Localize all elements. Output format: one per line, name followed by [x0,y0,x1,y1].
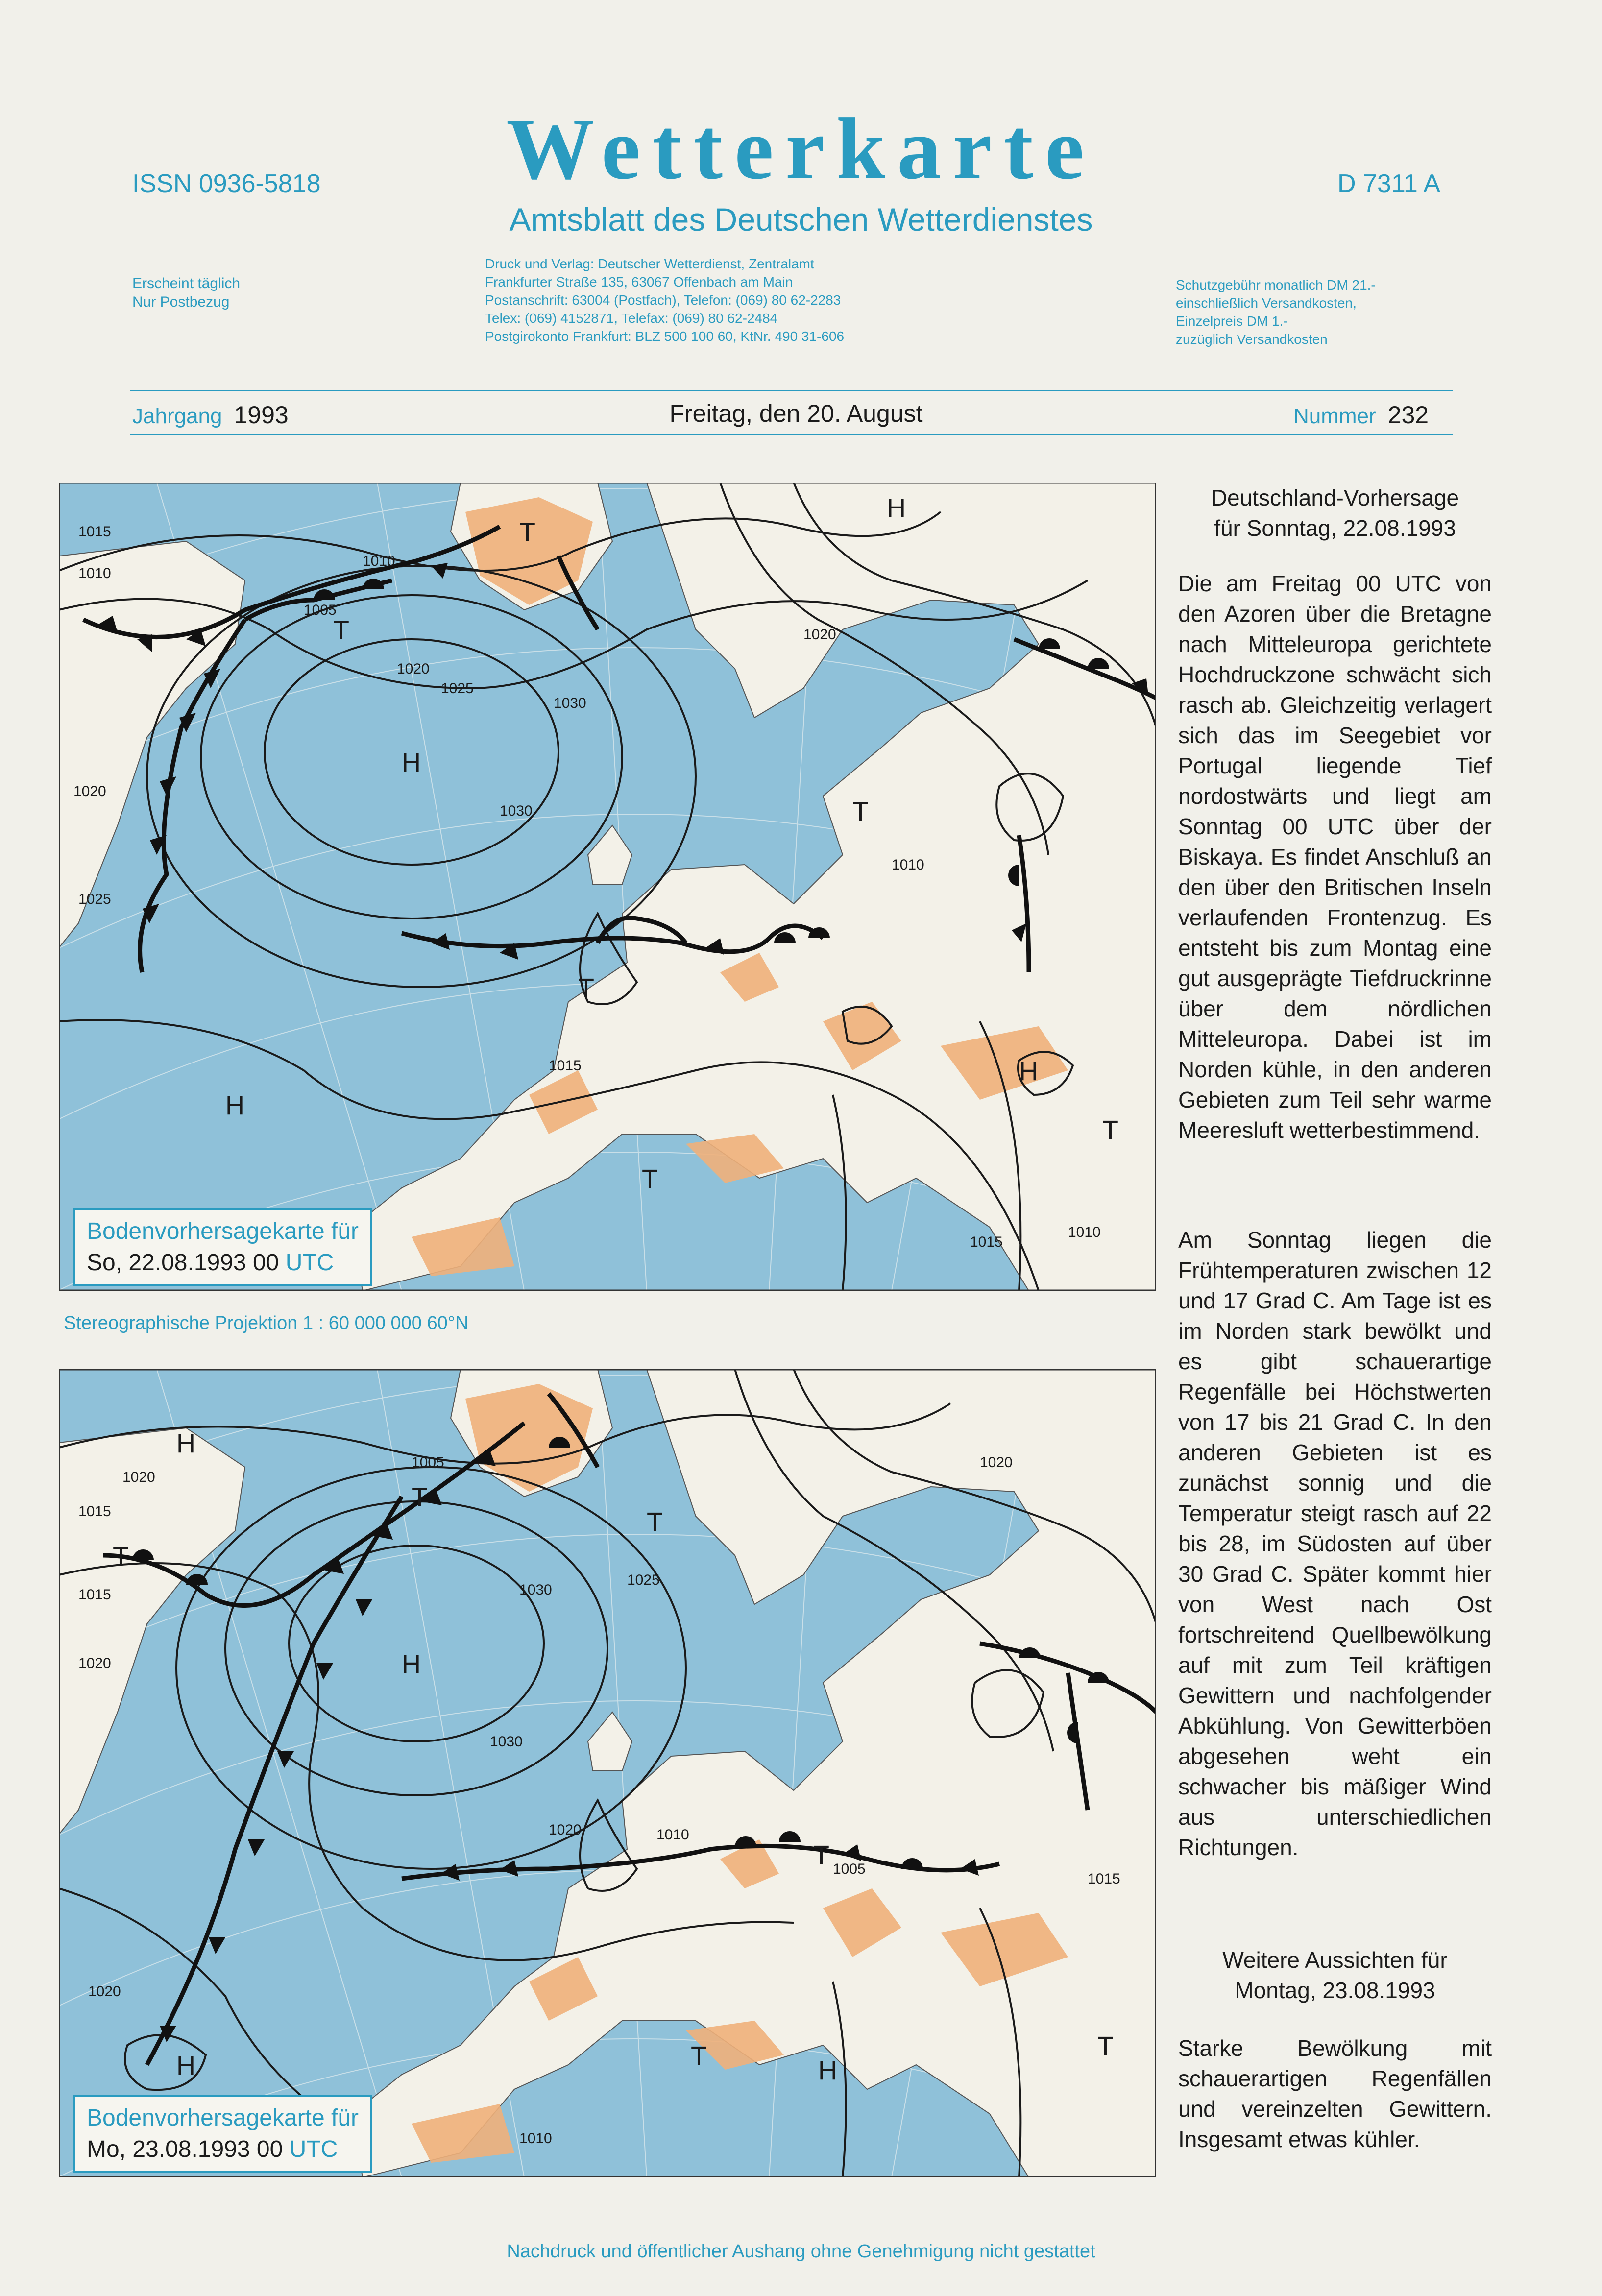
publisher-line: Postanschrift: 63004 (Postfach), Telefon: (069) 80 62-2283 [485,292,841,308]
weather-map-graphic [59,483,1156,1291]
map-caption-utc: UTC [289,2136,338,2162]
low-center: T [1097,2031,1114,2061]
isobar-label: 1020 [397,661,430,677]
low-center: T [852,797,869,826]
outlook-heading-line: Montag, 23.08.1993 [1235,1978,1435,2003]
isobar-label: 1015 [1088,1871,1120,1887]
low-center: T [578,973,594,1003]
high-center: H [176,2051,195,2080]
header-rule-top [130,390,1453,391]
volume-value: 1993 [234,401,289,429]
publication-note [132,274,240,312]
isobar-label: 1005 [412,1454,444,1471]
isobar-label: 1010 [656,1827,689,1843]
publisher-line: Postgirokonto Frankfurt: BLZ 500 100 60, KtNr. 490 31-606 [485,329,845,344]
low-center: T [647,1507,663,1537]
issue-number-label: Nummer [1293,404,1376,428]
publisher-line: Telex: (069) 4152871, Telefax: (069) 80 62-2484 [485,311,778,326]
low-center: T [1102,1115,1118,1145]
isobar-label: 1025 [78,891,111,907]
outlook-paragraph: Starke Bewölkung mit schauerartigen Regenfällen und vereinzelten Gewittern. Insgesamt etwas kühler. [1178,2035,1492,2152]
isobar-label: 1020 [980,1454,1013,1471]
isobar-label: 1015 [549,1058,582,1074]
publisher-line: Druck und Verlag: Deutscher Wetterdienst, Zentralamt [485,256,814,271]
isobar-label: 1020 [78,1655,111,1671]
high-center: H [818,2056,837,2085]
low-center: T [113,1542,129,1571]
isobar-label: 1020 [88,1983,121,2000]
weather-map-graphic [59,1369,1156,2177]
isobar-label: 1020 [73,783,106,799]
map-caption-utc: UTC [285,1250,334,1276]
low-center: T [333,616,349,645]
volume-label: Jahrgang [132,404,222,428]
low-center: T [813,1840,829,1870]
isobar-label: 1010 [363,553,395,569]
copyright-footer: Nachdruck und öffentlicher Aushang ohne Genehmigung nicht gestattet [507,2241,1095,2262]
publication-note-line: Erscheint täglich [132,275,241,291]
issue-number-value: 232 [1387,401,1429,429]
outlook-heading-line: Weitere Aussichten für [1222,1947,1448,1973]
isobar-label: 1025 [627,1572,660,1588]
forecast-heading-line: Deutschland-Vorhersage [1211,485,1459,510]
map-caption [73,1208,372,1286]
isobar-label: 1010 [78,565,111,581]
high-center: H [1019,1057,1038,1086]
issue-date: Freitag, den 20. August [669,400,923,427]
isobar-label: 1010 [1068,1224,1101,1240]
forecast-paragraph: Am Sonntag liegen die Frühtemperaturen zwischen 12 und 17 Grad C. Am Tage ist es im Norden stark bewölkt und es gibt schauerartige Regenfälle bei Höchstwerten von 17 bis 21 Grad C. In den anderen Gebieten ist es zunächst sonnig und die Temperatur steigt rasch auf 22 bis 28, im Südosten auf über 30 Grad C. Später kommt hier von West nach Ost fortschreitend Quellbewölkung auf mit zum Teil kräftigen Gewittern und nachfolgender Abkühlung. Von Gewitterböen abgesehen weht ein schwacher bis mäßiger Wind aus unterschiedlichen Richtungen. [1178,1227,1492,1860]
publisher-line: Frankfurter Straße 135, 63067 Offenbach am Main [485,274,793,290]
isobar-label: 1020 [549,1822,582,1838]
postal-code: D 7311 A [1337,169,1441,198]
publication-note-line: Nur Postbezug [132,294,230,310]
map-caption-title: Bodenvorhersagekarte für [87,2105,359,2131]
isobar-label: 1030 [500,803,533,819]
price-info [1176,276,1376,348]
forecast-paragraph: Die am Freitag 00 UTC von den Azoren über die Bretagne nach Mitteleuropa gerichtete Hochdruckzone schwächt sich rasch ab. Gleichzeitig verlagert sich das im Seegebiet vor Portugal liegende Tief nordostwärts und liegt am Sonntag 00 UTC über der Biskaya. Es findet Anschluß an den über den Britischen Inseln verlaufenden Frontenzug. Es entsteht bis zum Montag eine gut ausgeprägte Tiefdruckrinne über dem nördlichen Mitteleuropa. Dabei ist im Norden kühle, in den anderen Gebieten zum Teil sehr warme Meeresluft wetterbestimmend. [1178,571,1492,1143]
low-center: T [691,2041,707,2071]
low-center: T [642,1164,658,1194]
low-center: T [519,518,535,547]
price-line: zuzüglich Versandkosten [1176,332,1328,347]
projection-note: Stereographische Projektion 1 : 60 000 000 60°N [64,1313,469,1333]
isobar-label: 1030 [554,695,586,711]
isobar-label: 1015 [78,1503,111,1520]
isobar-label: 1020 [122,1469,155,1485]
issue-number [1293,401,1429,429]
high-center: H [887,493,906,523]
forecast-heading [1178,483,1492,543]
price-line: einschließlich Versandkosten, [1176,295,1357,311]
isobar-label: 1015 [970,1234,1003,1250]
high-center: H [402,748,421,777]
issn: ISSN 0936-5818 [132,169,321,198]
low-center: T [412,1483,428,1512]
masthead-subtitle: Amtsblatt des Deutschen Wetterdienstes [509,201,1093,238]
isobar-label: 1025 [441,680,474,697]
isobar-label: 1020 [803,627,836,643]
price-line: Einzelpreis DM 1.- [1176,314,1288,329]
forecast-heading-line: für Sonntag, 22.08.1993 [1214,515,1456,541]
high-center: H [402,1649,421,1679]
map-caption-datetime: So, 22.08.1993 00 [87,1250,279,1276]
map-caption-date [87,2134,359,2165]
publisher-info [485,255,844,345]
volume [132,401,289,429]
forecast-map-monday [59,1369,1156,2177]
isobar-label: 1005 [833,1861,866,1877]
isobar-label: 1015 [78,524,111,540]
isobar-label: 1030 [519,1582,552,1598]
masthead-title: Wetterkarte [506,100,1096,197]
map-caption-datetime: Mo, 23.08.1993 00 [87,2136,283,2162]
isobar-label: 1030 [490,1734,523,1750]
isobar-label: 1005 [304,602,337,618]
map-caption-title: Bodenvorhersagekarte für [87,1218,359,1244]
outlook-heading [1178,1945,1492,2006]
isobar-label: 1010 [519,2130,552,2147]
isobar-label: 1010 [892,857,924,873]
map-caption [73,2095,372,2173]
header-rule-bottom [130,434,1453,435]
map-caption-date [87,1247,359,1279]
isobar-label: 1015 [78,1587,111,1603]
high-center: H [225,1091,244,1120]
price-line: Schutzgebühr monatlich DM 21.- [1176,277,1376,292]
forecast-map-sunday [59,483,1156,1291]
high-center: H [176,1429,195,1458]
